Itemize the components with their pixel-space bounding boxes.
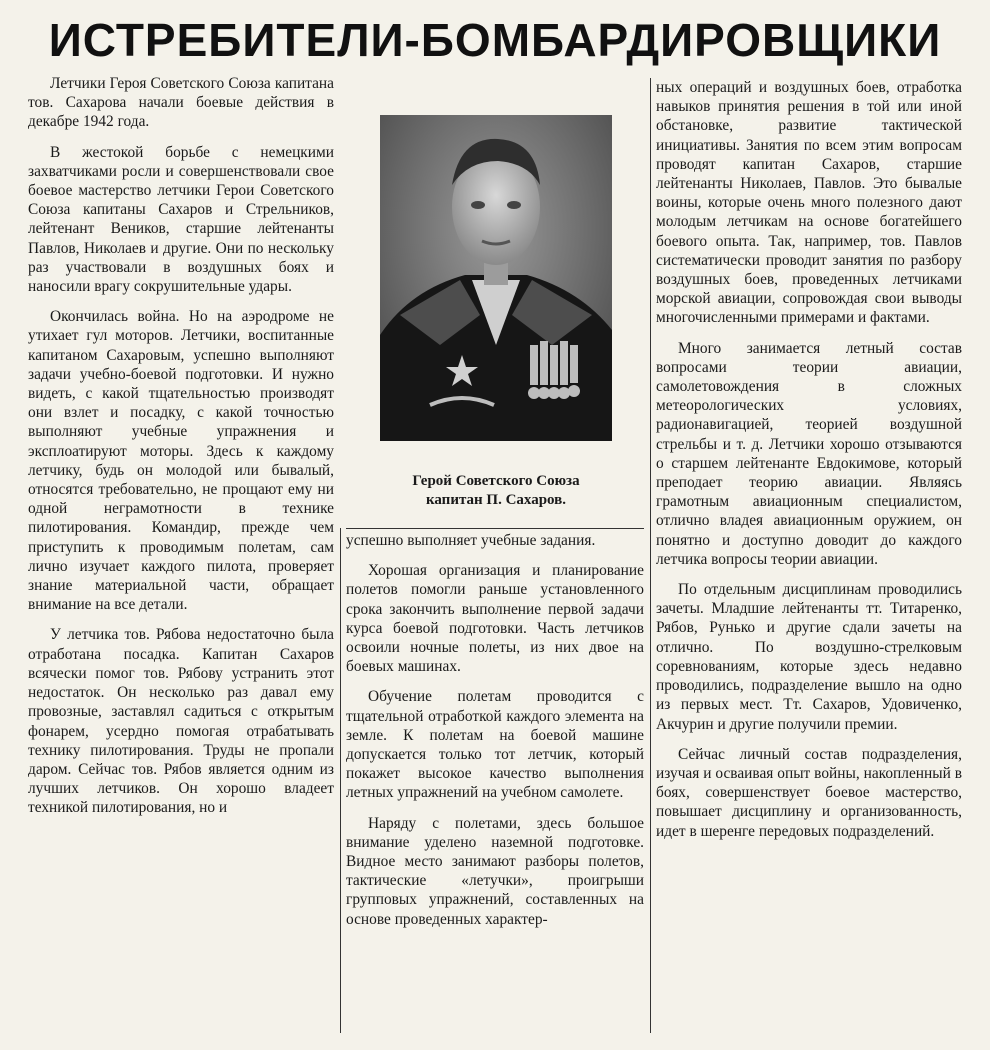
paragraph: Много занимается летный состав вопросами теории авиации, самолетовождения в сложных метеорологических условиях, радионавигацией, теорией воздушной стрельбы и т. д. Летчики хорошо отзываются о старшем лейтенанте Евдокимове, который преподает теорию авиации. Являясь грамотным авиационным специалистом, отлично владея авиационным оружием, он понятно и доступно доводит до каждого летчика вопросы теории авиации. — [656, 339, 962, 568]
paragraph: ных операций и воздушных боев, отработка навыков принятия решения в той или иной обстановке, развитие тактической инициативы. Занятия по всем этим вопросам проводят капитан Сахаров, старшие лейтенанты Николаев, Павлов. Это бывалые воины, которые очень много полезного дают молодым летчикам на основе богатейшего боевого опыта. Так, например, тов. Павлов систематически проводит занятия по разбору воздушных боев, проведенных летчиками морской авиации, сопровождая свои выводы многочисленными примерами и фактами. — [656, 79, 962, 327]
paragraph: Хорошая организация и планирование полетов помогли раньше установленного срока закончить выполнение первой задачи курса боевой подготовки. Часть летчиков освоили ночные полеты, из них двое на боевых машинах. — [346, 562, 644, 676]
paragraph: Окончилась война. Но на аэродроме не утихает гул моторов. Летчики, воспитанные капитаном Сахаровым, успешно выполняют задачи учебно-боевой подготовки. И нужно видеть, с какой тщательностью производят они взлет и посадку, с какой точностью выполняют учебные упражнения и эксплоатируют моторы. Здесь к каждому летчику, будь он молодой или бывалый, относятся требовательно, не прощают ему ни одной неграмотности в технике пилотирования. Командир, прежде чем приступить к проводимым полетам, сам лично изучает каждого пилота, проверяет знание материальной части, обращает внимание на все детали. — [28, 308, 334, 614]
caption-line: Герой Советского Союза — [412, 473, 580, 489]
portrait-image — [380, 115, 612, 441]
article-column-1 — [28, 74, 334, 1034]
paragraph: В жестокой борьбе с немецкими захватчиками росли и совершенствовали свое боевое мастерство летчики Герои Советского Союза капитаны Сахаров и Стрельников, лейтенант Веников, старшие лейтенанты Павлов, Николаев и другие. Они по нескольку раз участвовали в воздушных боях и наносили врагу сокрушительные удары. — [28, 143, 334, 296]
caption-line: капитан П. Сахаров. — [425, 492, 567, 508]
paragraph: успешно выполняет учебные задания. — [346, 532, 596, 549]
article-column-3 — [656, 78, 962, 1038]
photo-caption — [356, 472, 636, 510]
paragraph: У летчика тов. Рябова недостаточно была отработана посадка. Капитан Сахаров всячески помог тов. Рябову устранить этот недостаток. Он несколько раз давал ему провозные, заставлял садиться с открытым фонарем, усердно помогая отрабатывать технику пилотирования. Труды не пропали даром. Сейчас тов. Рябов является одним из лучших летчиков. Он хорошо владеет техникой пилотирования, но и — [28, 626, 334, 817]
paragraph: Летчики Героя Советского Союза капитана тов. Сахарова начали боевые действия в декабре 1942 года. — [28, 75, 334, 131]
paragraph: Сейчас личный состав подразделения, изучая и осваивая опыт войны, накопленный в боях, совершенствует боевое мастерство, повышает дисциплину и организованность, идет в шеренге передовых подразделений. — [656, 745, 962, 840]
headline: ИСТРЕБИТЕЛИ-БОМБАРДИРОВЩИКИ — [48, 14, 942, 66]
column-divider — [340, 528, 341, 1033]
column-divider — [650, 78, 651, 1033]
paragraph: Наряду с полетами, здесь большое внимание уделено наземной подготовке. Видное место занимают разборы полетов, тактические «летучки», проигрыши групповых упражнений, составленных на основе проведенных характер- — [346, 814, 644, 928]
article-column-2 — [346, 528, 644, 1036]
paragraph: По отдельным дисциплинам проводились зачеты. Младшие лейтенанты тт. Титаренко, Рябов, Рунько и другие сдали зачеты на отлично. По воздушно-стрелковым соревнованиям, которые здесь недавно проводились, подразделение вышло на одно из первых мест. Тт. Сахаров, Удовиченко, Акчурин и другие получили премии. — [656, 581, 962, 733]
paragraph: Обучение полетам проводится с тщательной отработкой каждого элемента на земле. К полетам на боевой машине допускается только тот летчик, который покажет высокое качество выполнения летных упражнений на учебном самолете. — [346, 688, 644, 802]
portrait-photo — [380, 115, 612, 441]
